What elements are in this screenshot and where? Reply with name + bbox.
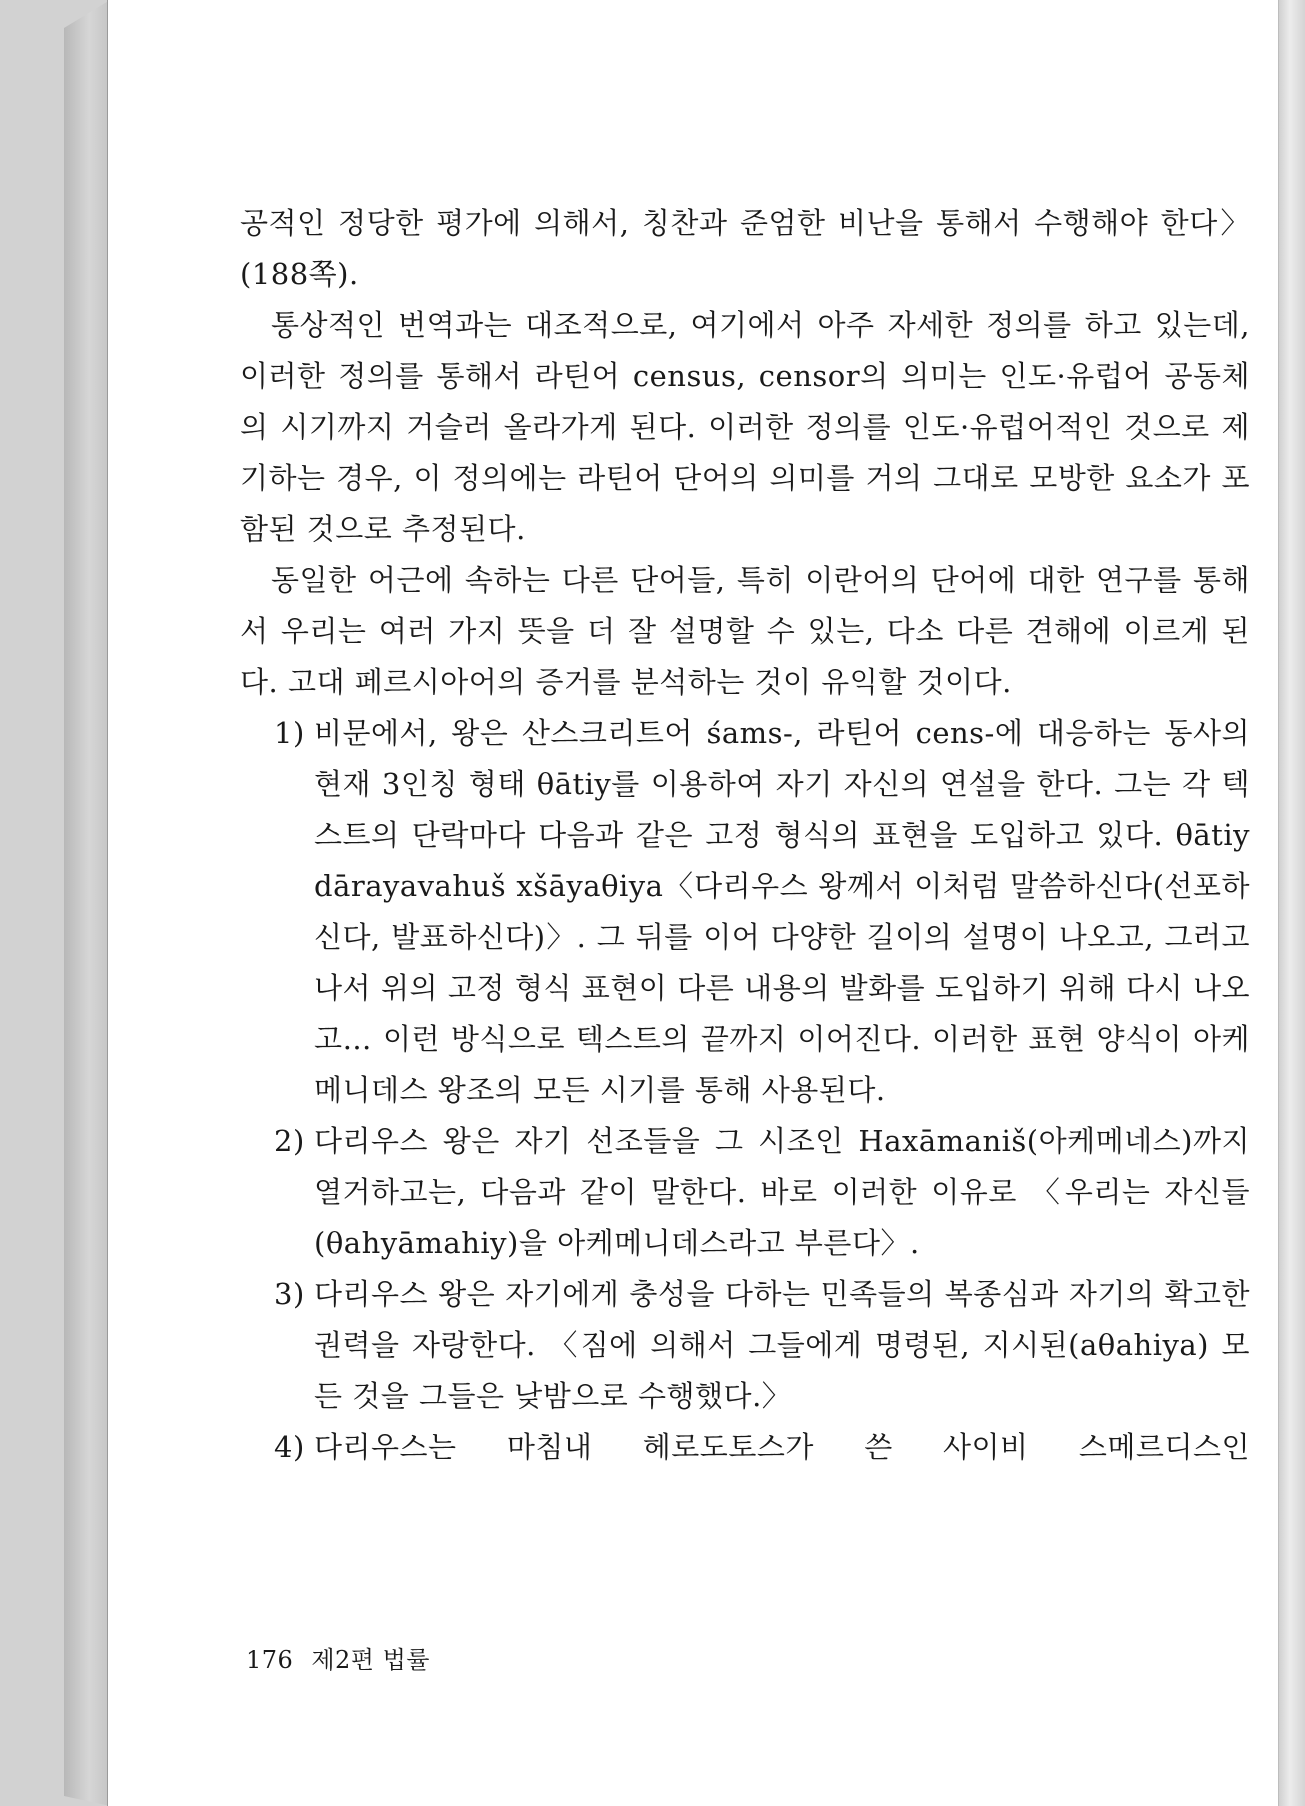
list-item [240, 1269, 1250, 1422]
item-number: 4) [274, 1430, 305, 1464]
item-text: 다리우스 왕은 자기 선조들을 그 시조인 Haxāmaniš(아케메네스)까지 열거하고는, 다음과 같이 말한다. 바로 이러한 이유로 〈우리는 자신들(θahyāmahiy)을 아케메니데스라고 부른다〉. [314, 1124, 1250, 1260]
paragraph: 동일한 어근에 속하는 다른 단어들, 특히 이란어의 단어에 대한 연구를 통해서 우리는 여러 가지 뜻을 더 잘 설명할 수 있는, 다소 다른 견해에 이르게 된다. 고대 페르시아어의 증거를 분석하는 것이 유익할 것이다. [240, 563, 1250, 699]
item-number: 3) [274, 1277, 305, 1311]
book-page [108, 0, 1278, 1806]
item-text: 다리우스 왕은 자기에게 충성을 다하는 민족들의 복종심과 자기의 확고한 권력을 자랑한다. 〈짐에 의해서 그들에게 명령된, 지시된(aθahiya) 모든 것을 그들은 낮밤으로 수행했다.〉 [314, 1277, 1250, 1413]
list-item [240, 708, 1250, 1116]
page-footer [246, 1644, 430, 1676]
item-number: 2) [274, 1124, 305, 1158]
running-section-title: 제2편 법률 [311, 1646, 430, 1674]
list-item [240, 1422, 1250, 1473]
item-number: 1) [274, 716, 305, 750]
page-edge [1275, 0, 1305, 1806]
numbered-list [240, 708, 1250, 1473]
book-spine [64, 0, 110, 1806]
paragraph: 통상적인 번역과는 대조적으로, 여기에서 아주 자세한 정의를 하고 있는데, 이러한 정의를 통해서 라틴어 census, censor의 의미는 인도·유럽어 공동체의 시기까지 거슬러 올라가게 된다. 이러한 정의를 인도·유럽어적인 것으로 제기하는 경우, 이 정의에는 라틴어 단어의 의미를 거의 그대로 모방한 요소가 포함된 것으로 추정된다. [240, 308, 1250, 546]
page-number: 176 [246, 1646, 294, 1674]
list-item [240, 1116, 1250, 1269]
item-text: 비문에서, 왕은 산스크리트어 śams-, 라틴어 cens-에 대응하는 동사의 현재 3인칭 형태 θātiy를 이용하여 자기 자신의 연설을 한다. 그는 각 텍스트의 단락마다 다음과 같은 고정 형식의 표현을 도입하고 있다. θātiy dārayavahuš xšāyaθiya〈다리우스 왕께서 이처럼 말씀하신다(선포하신다, 발표하신다)〉. 그 뒤를 이어 다양한 길이의 설명이 나오고, 그러고 나서 위의 고정 형식 표현이 다른 내용의 발화를 도입하기 위해 다시 나오고… 이런 방식으로 텍스트의 끝까지 이어진다. 이러한 표현 양식이 아케메니데스 왕조의 모든 시기를 통해 사용된다. [314, 716, 1250, 1107]
page-body [240, 198, 1250, 1473]
item-text: 다리우스는 마침내 헤로도토스가 쓴 사이비 스메르디스인 [314, 1430, 1250, 1464]
paragraph-continued: 공적인 정당한 평가에 의해서, 칭찬과 준엄한 비난을 통해서 수행해야 한다〉(188쪽). [240, 206, 1250, 291]
